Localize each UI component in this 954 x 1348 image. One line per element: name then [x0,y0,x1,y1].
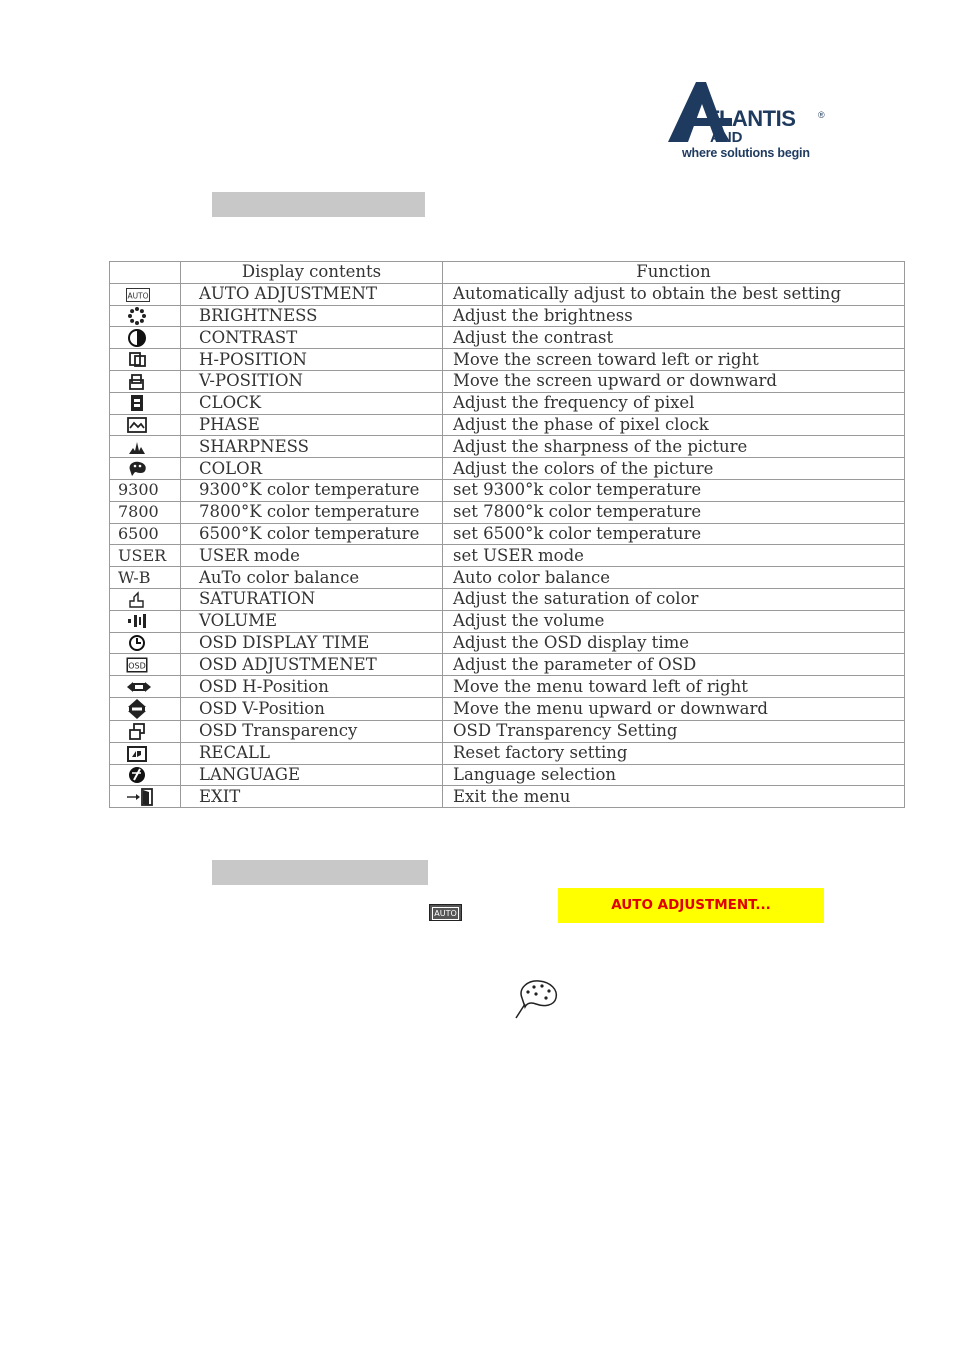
auto-adjustment-banner: AUTO ADJUSTMENT... [558,888,824,923]
icon-cell [110,283,181,305]
display-contents-cell: SHARPNESS [181,436,443,458]
display-contents-cell: CLOCK [181,392,443,414]
table-row [110,632,905,654]
icon-cell [110,545,181,567]
icon-cell [110,786,181,808]
function-cell: Automatically adjust to obtain the best setting [443,283,905,305]
exit-icon [118,787,154,807]
volume-icon [118,611,148,631]
table-row [110,610,905,632]
color-icon [118,459,148,479]
display-contents-cell: OSD H-Position [181,676,443,698]
table-row [110,436,905,458]
display-contents-cell: EXIT [181,786,443,808]
svg-text:®: ® [818,110,825,120]
function-cell: Auto color balance [443,567,905,589]
icon-cell [110,414,181,436]
table-row [110,392,905,414]
display-contents-cell: BRIGHTNESS [181,305,443,327]
icon-cell [110,349,181,371]
display-contents-cell: AuTo color balance [181,567,443,589]
phase-icon [118,415,148,435]
function-cell: set 7800°k color temperature [443,501,905,523]
table-row [110,370,905,392]
table-row [110,283,905,305]
icon-cell [110,676,181,698]
table-row [110,588,905,610]
table-row [110,414,905,436]
icon-cell [110,720,181,742]
icon-cell [110,764,181,786]
table-row [110,523,905,545]
sharpness-icon [118,437,148,457]
logo-tagline: where solutions begin [682,146,810,160]
display-contents-cell: OSD DISPLAY TIME [181,632,443,654]
osd-time-icon [118,633,148,653]
display-contents-cell: AUTO ADJUSTMENT [181,283,443,305]
color-palette-icon [512,976,560,1022]
function-cell: Adjust the sharpness of the picture [443,436,905,458]
icon-cell [110,392,181,414]
table-row [110,654,905,676]
svg-text:AND: AND [710,129,743,146]
function-cell: set 6500°k color temperature [443,523,905,545]
table-row [110,786,905,808]
table-row [110,305,905,327]
table-row [110,545,905,567]
display-contents-cell: CONTRAST [181,327,443,349]
icon-cell [110,588,181,610]
table-row [110,742,905,764]
clock-icon [118,393,148,413]
icon-cell [110,305,181,327]
icon-cell [110,742,181,764]
display-contents-cell: USER mode [181,545,443,567]
table-header-row [110,262,905,284]
svg-text:OSD: OSD [128,661,146,671]
table-row [110,349,905,371]
function-cell: Reset factory setting [443,742,905,764]
display-contents-cell: 7800°K color temperature [181,501,443,523]
display-contents-cell: LANGUAGE [181,764,443,786]
function-cell: Adjust the OSD display time [443,632,905,654]
display-contents-cell: OSD ADJUSTMENET [181,654,443,676]
function-cell: set 9300°k color temperature [443,479,905,501]
function-cell: Adjust the phase of pixel clock [443,414,905,436]
icon-cell [110,501,181,523]
function-cell: Adjust the colors of the picture [443,458,905,480]
v-position-icon [118,372,148,392]
display-contents-cell: OSD Transparency [181,720,443,742]
table-row [110,720,905,742]
contrast-icon [118,328,148,348]
function-cell: Adjust the parameter of OSD [443,654,905,676]
osd-functions-table [109,261,905,808]
section-heading-bar [212,192,425,217]
header-function: Function [443,262,905,284]
osd-v-position-icon [118,698,148,720]
display-contents-cell: V-POSITION [181,370,443,392]
icon-text: 9300 [118,480,159,500]
osd-transparency-icon [118,722,148,742]
table-row [110,764,905,786]
auto-icon [429,904,462,921]
table-row [110,676,905,698]
icon-cell [110,632,181,654]
table-row [110,501,905,523]
function-cell: Adjust the contrast [443,327,905,349]
function-cell: Exit the menu [443,786,905,808]
function-cell: Move the menu toward left of right [443,676,905,698]
icon-cell [110,654,181,676]
display-contents-cell: VOLUME [181,610,443,632]
icon-cell [110,697,181,720]
function-cell: set USER mode [443,545,905,567]
icon-text: 6500 [118,523,159,543]
table-row [110,479,905,501]
brightness-icon [118,306,148,326]
function-cell: OSD Transparency Setting [443,720,905,742]
section-heading-bar-2 [212,860,428,885]
svg-text:TLANTIS: TLANTIS [706,106,796,131]
osd-h-position-icon [118,680,152,694]
table-row [110,327,905,349]
function-cell: Language selection [443,764,905,786]
icon-text: W-B [118,567,151,587]
function-cell: Adjust the saturation of color [443,588,905,610]
icon-cell [110,370,181,392]
header-icon-cell [110,262,181,284]
table-row [110,567,905,589]
language-icon [118,765,148,785]
icon-cell [110,327,181,349]
display-contents-cell: OSD V-Position [181,697,443,720]
icon-cell [110,567,181,589]
table-row [110,697,905,720]
function-cell: Adjust the volume [443,610,905,632]
function-cell: Move the screen upward or downward [443,370,905,392]
display-contents-cell: SATURATION [181,588,443,610]
auto-icon [118,288,150,302]
display-contents-cell: PHASE [181,414,443,436]
table-row [110,458,905,480]
recall-icon [118,745,148,763]
svg-text:AUTO: AUTO [127,291,149,301]
function-cell: Adjust the brightness [443,305,905,327]
header-display-contents: Display contents [181,262,443,284]
display-contents-cell: RECALL [181,742,443,764]
icon-cell [110,479,181,501]
osd-icon [118,657,148,673]
function-cell: Adjust the frequency of pixel [443,392,905,414]
display-contents-cell: COLOR [181,458,443,480]
icon-cell [110,436,181,458]
display-contents-cell: H-POSITION [181,349,443,371]
h-position-icon [118,350,148,370]
icon-cell [110,523,181,545]
function-cell: Move the screen toward left or right [443,349,905,371]
icon-cell [110,610,181,632]
function-cell: Move the menu upward or downward [443,697,905,720]
icon-text: USER [118,545,167,565]
display-contents-cell: 6500°K color temperature [181,523,443,545]
icon-text: 7800 [118,502,159,522]
auto-icon-label: AUTO [432,907,459,920]
icon-cell [110,458,181,480]
saturation-icon [118,590,148,610]
display-contents-cell: 9300°K color temperature [181,479,443,501]
